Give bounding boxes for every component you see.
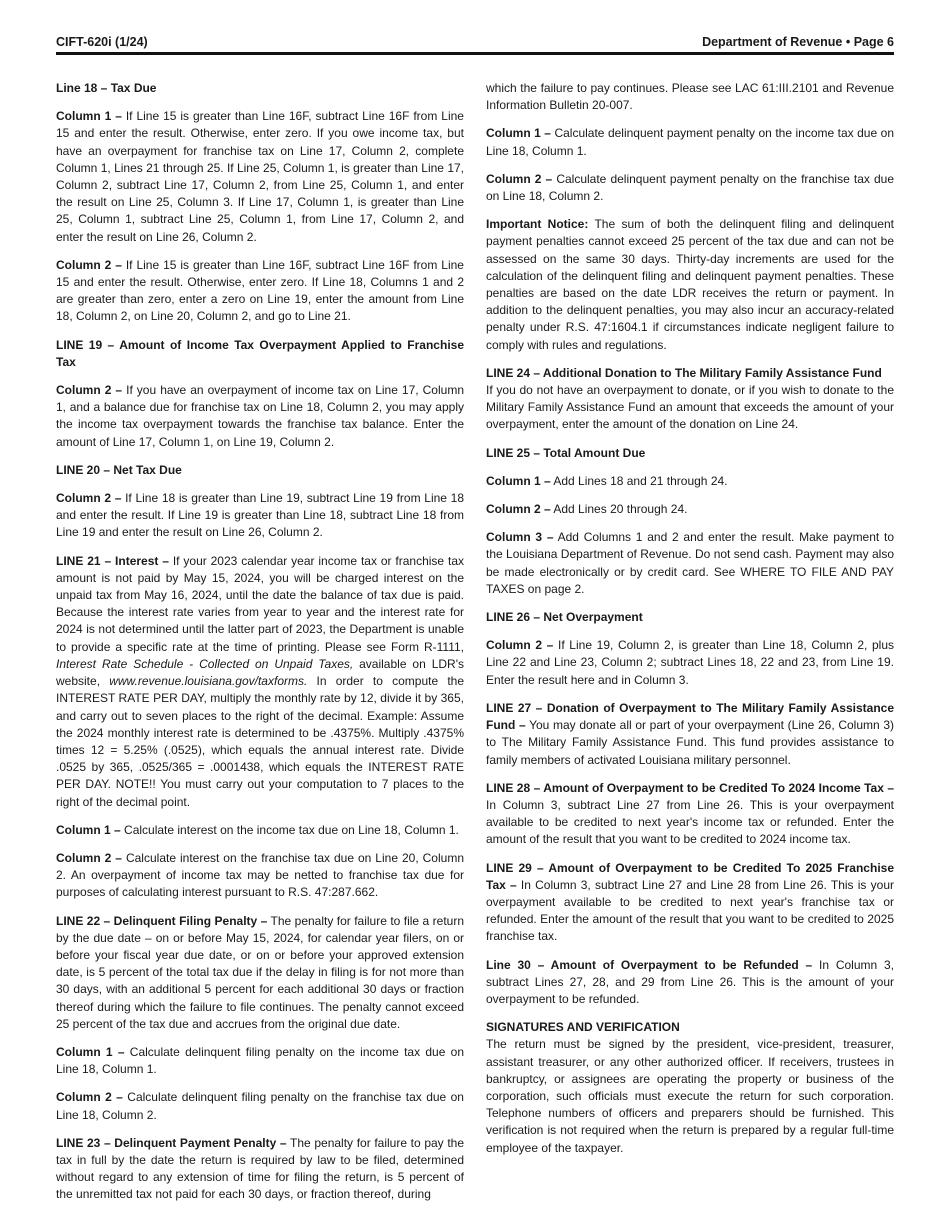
line20-column2: [56, 490, 464, 542]
text: In Column 3, subtract Lines 27, 28, and 29 from Line 26. This is the amount of your overpayment to be refunded.: [486, 957, 894, 1006]
line25-column3: [486, 529, 894, 598]
important-notice: [486, 216, 894, 354]
label: Important Notice:: [486, 217, 589, 232]
label: Column 2 –: [486, 171, 553, 186]
text: If Line 18 is greater than Line 19, subtract Line 19 from Line 18 and enter the result. If Line 19 is greater than Line 18, subtract Line 18 from Line 19 and enter the result on Line 26, Column 2.: [56, 491, 464, 540]
line23-payment-penalty: [56, 1135, 464, 1204]
label: Column 2 –: [486, 638, 554, 653]
text: In Column 3, subtract Line 27 from Line 26. This is your overpayment available to be credited to next year's income tax or refunded. Enter the amount of the result that you want to be credited to 2024 income tax.: [486, 797, 894, 847]
form-id: CIFT-620i (1/24): [56, 35, 148, 49]
text: If your 2023 calendar year income tax or franchise tax amount is not paid by May 15, 2024, you will be charged interest on the unpaid tax from May 16, 2024, until the date the balance of tax due is paid. Because the interest rate varies from year to year and the interest rate for 2024 is not determined until the latter part of 2023, the Department is unable to provide a specific rate at the time of printing. Please see Form R-1111,: [56, 553, 465, 654]
line26-column2: [486, 637, 894, 689]
text: If you have an overpayment of income tax on Line 17, Column 1, and a balance due for franchise tax on Line 18, Column 2, you may apply the income tax overpayment towards the franchise tax balance. Enter the amount of Line 17, Column 1, on Line 19, Column 2.: [56, 383, 464, 449]
line28-credit-income-tax: [486, 780, 894, 849]
text: If Line 15 is greater than Line 16F, subtract Line 16F from Line 15 and enter the result. Otherwise, enter zero. If you owe income tax, but have an overpayment for franchise tax on Line 17, Column 2, complete Column 1, Lines 21 through 25. If Line 25, Column 1, is greater than Line 17, Column 2, subtract Line 17, Column 2, from Line 25, Column 1, and enter the result on Line 25, Column 3. If Line 17, Column 1, is greater than Line 25, Column 1, subtract Line 25, Column 1, from Line 17, Column 2, and enter the result on Line 26, Column 2.: [56, 109, 464, 244]
line22-filing-penalty: [56, 913, 464, 1033]
text: If Line 19, Column 2, is greater than Line 18, Column 2, plus Line 22 and Line 23, Column 2; subtract Lines 18, 22 and 23, from Line 19. Enter the result here and in Column 3.: [486, 638, 894, 687]
line18-title: Line 18 – Tax Due: [56, 81, 157, 95]
text: If Line 15 is greater than Line 16F, subtract Line 16F from Line 15 and enter the result. Otherwise, enter zero. If Line 18, Columns 1 and 2 are greater than zero, enter a zero on Line 19, enter the amount from Line 18, Column 2, on Line 20, Column 2, and go to Line 21.: [56, 257, 464, 324]
line25-column2: [486, 501, 894, 518]
text: The return must be signed by the president, vice-president, treasurer, assistant treasurer, or any other authorized officer. If receivers, trustees in bankruptcy, or assignees are operating the property or business of the corporation, such officials must execute the return for such corporation. Telephone numbers of officers and preparers should be furnished. This verification is not required when the return is prepared by a regular full-time employee of the taxpayer.: [486, 1037, 894, 1155]
text: Calculate interest on the income tax due on Line 18, Column 1.: [120, 822, 459, 837]
line18-column2: [56, 257, 464, 326]
signatures-verification: [486, 1019, 894, 1157]
label: Column 1 –: [486, 126, 551, 141]
line22-column1: [56, 1044, 464, 1078]
line30-refund: [486, 957, 894, 1009]
text: Calculate delinquent payment penalty on the income tax due on Line 18, Column 1.: [486, 126, 894, 158]
line25-column1: [486, 473, 894, 490]
line21-interest: [56, 553, 464, 811]
label: LINE 29 – Amount of Overpayment to be Credited To 2025 Franchise Tax –: [486, 860, 894, 892]
label: Column 1 –: [56, 1044, 125, 1059]
label: Column 1 –: [56, 822, 121, 837]
label: Column 1 –: [56, 109, 122, 124]
line23-column2: [486, 171, 894, 205]
text: If you do not have an overpayment to donate, or if you wish to donate to the Military Family Assistance Fund an amount that exceeds the amount of your overpayment, enter the amount of the donation on Line 24.: [486, 383, 894, 432]
label: Column 2 –: [56, 1090, 123, 1105]
left-column: [56, 80, 464, 1204]
text: The sum of both the delinquent filing and delinquent payment penalties cannot exceed 25 percent of the tax due and can not be assessed on the same 30 days. Thirty-day increments are used for the calculation of the delinquent filing and delinquent payment penalties. These penalties are based on the date LDR receives the return or payment. In addition to the delinquent penalties, you may also incur an accuracy-related penalty under R.S. 47:1604.1 if circumstances indicate negligent failure to comply with rules and regulations.: [486, 217, 894, 352]
text: The penalty for failure to pay the tax in full by the date the return is required by law to be filed, determined without regard to any extension of time for filing the return, is 5 percent of the unremitted tax not paid for each 30 days, or fraction thereof, during: [56, 1135, 464, 1202]
line24-title: LINE 24 – Additional Donation to The Military Family Assistance Fund: [486, 365, 882, 380]
text: Add Columns 1 and 2 and enter the result. Make payment to the Louisiana Department of Revenue. Do not send cash. Payment may also be made electronically or by credit card. See WHERE TO FILE AND PAY TAXES on page 2.: [486, 530, 894, 596]
label: LINE 23 – Delinquent Payment Penalty –: [56, 1135, 287, 1150]
text: In Column 3, subtract Line 27 and Line 28 from Line 26. This is your overpayment available to be credited to next year's franchise tax or refunded. Enter the amount of the result that you want to be credited to 2025 franchise tax.: [486, 877, 895, 944]
label: LINE 21 – Interest –: [56, 553, 169, 568]
text: available on LDR's website,: [56, 656, 464, 689]
line20-title: LINE 20 – Net Tax Due: [56, 462, 182, 477]
line29-credit-franchise-tax: [486, 860, 894, 946]
label: LINE 22 – Delinquent Filing Penalty –: [56, 913, 268, 928]
label: Column 3 –: [486, 530, 554, 545]
line19-column2: [56, 382, 464, 451]
label: Column 2 –: [56, 491, 122, 506]
line21-column2: [56, 850, 464, 902]
label: LINE 27 – Donation of Overpayment to The Military Family Assistance Fund –: [486, 700, 894, 733]
text: In order to compute the INTEREST RATE PER DAY, multiply the monthly rate by 12, divide it by 365, and carry out to seven places to the right of the decimal. Example: Assume the 2024 monthly interest rate is determined to be .4375%. Multiply .4375% times 12 = 5.25% (.0525), which equals the annual interest rate. Divide .0525 by 365, .0525/365 = .0001438, which equals the INTEREST RATE PER DAY. NOTE!! You must carry out your computation to 7 places to the right of the decimal point.: [56, 674, 465, 809]
line26-title: LINE 26 – Net Overpayment: [486, 610, 643, 625]
header-rule: [56, 52, 894, 55]
line22-column2: [56, 1089, 464, 1123]
line18-column1: [56, 108, 464, 246]
text: Calculate delinquent filing penalty on the income tax due on Line 18, Column 1.: [56, 1044, 464, 1077]
text: You may donate all or part of your overpayment (Line 26, Column 3) to The Military Family Assistance Fund. This fund provides assistance to family members of activated Louisiana military personnel.: [486, 718, 894, 767]
line19-title: LINE 19 – Amount of Income Tax Overpayment Applied to Franchise Tax: [56, 337, 464, 369]
label: Line 30 – Amount of Overpayment to be Refunded –: [486, 957, 813, 972]
rate-schedule-title: Interest Rate Schedule - Collected on Unpaid Taxes,: [56, 656, 354, 671]
label: LINE 28 – Amount of Overpayment to be Credited To 2024 Income Tax –: [486, 780, 894, 795]
label: Column 2 –: [56, 257, 122, 272]
line25-title: LINE 25 – Total Amount Due: [486, 445, 646, 460]
text: Calculate delinquent filing penalty on the franchise tax due on Line 18, Column 2.: [56, 1090, 464, 1122]
label: Column 2 –: [56, 383, 123, 398]
line23-column1: [486, 125, 894, 159]
page-header: [56, 35, 894, 53]
label: Column 1 –: [486, 473, 551, 488]
text: Calculate interest on the franchise tax due on Line 20, Column 2. An overpayment of income tax may be netted to franchise tax due for purposes of calculating interest pursuant to R.S. 47:287.662.: [56, 850, 464, 900]
label: Column 2 –: [486, 502, 551, 517]
department-page-number: Department of Revenue • Page 6: [702, 35, 894, 49]
website-link: www.revenue.louisiana.gov/taxforms.: [109, 674, 308, 689]
text: Add Lines 20 through 24.: [550, 502, 688, 517]
label: Column 2 –: [56, 850, 122, 865]
line23-continued: which the failure to pay continues. Please see LAC 61:III.2101 and Revenue Information Bulletin 20-007.: [486, 81, 894, 113]
line21-column1: [56, 822, 464, 839]
signatures-title: SIGNATURES AND VERIFICATION: [486, 1020, 680, 1035]
right-column: [486, 80, 894, 1157]
line27-donation-overpayment: [486, 700, 894, 769]
text: Add Lines 18 and 21 through 24.: [550, 473, 728, 488]
line24-donation: [486, 365, 894, 434]
text: Calculate delinquent payment penalty on the franchise tax due on Line 18, Column 2.: [486, 171, 894, 204]
text: The penalty for failure to file a return by the due date – on or before May 15, 2024, for calendar year filers, on or before your fiscal year due date, or on or before your approved extension date, is 5 percent of the total tax due if the delay in filing is for not more than 30 days, with an additional 5 percent for each additional 30 days or fraction thereof during which the failure to file continues. The penalty cannot exceed 25 percent of the tax due and accrues from the original due date.: [56, 913, 464, 1031]
